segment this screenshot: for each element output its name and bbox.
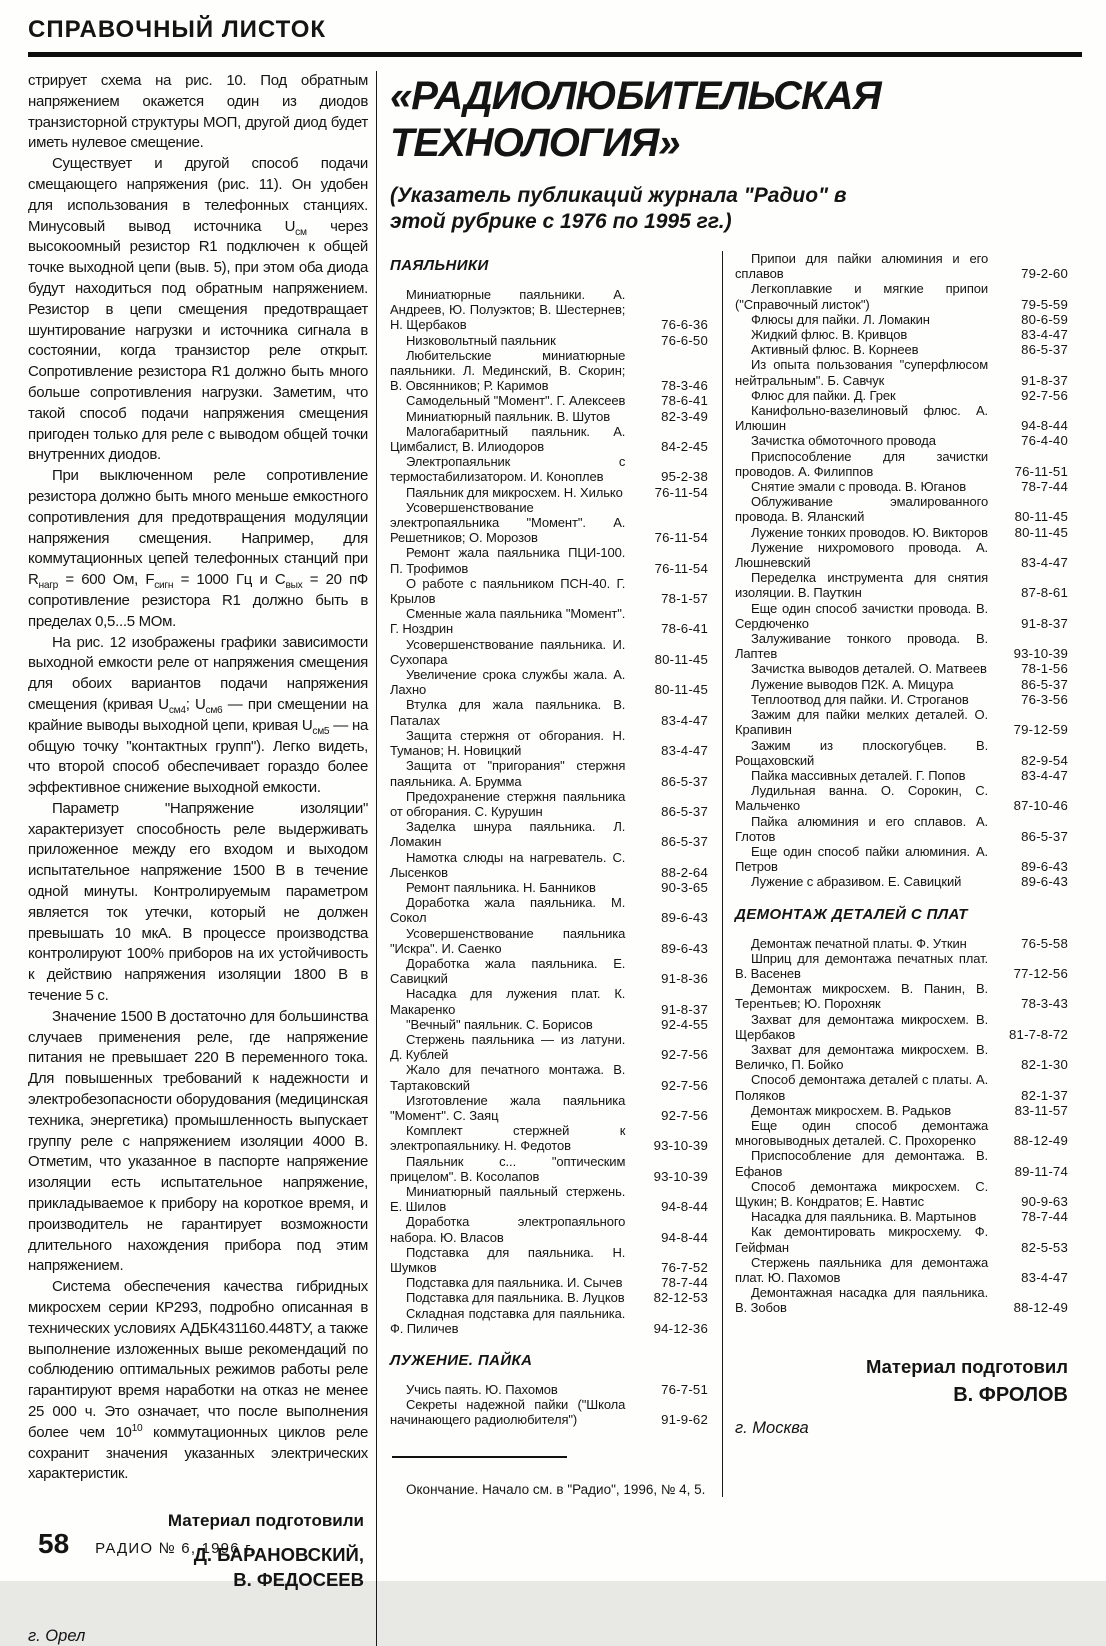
index-column-1 bbox=[390, 251, 722, 1497]
index-entry bbox=[390, 789, 708, 819]
entry-title: Секреты надежной пайки ("Школа начинающего радиолюбителя") bbox=[390, 1397, 626, 1428]
index-entry bbox=[735, 357, 1068, 387]
index-entry bbox=[390, 1093, 708, 1123]
entry-reference: 94-8-44 bbox=[1021, 418, 1068, 434]
index-entry bbox=[390, 637, 708, 667]
entry-title: Залуживание тонкого провода. В. Лаптев bbox=[735, 631, 989, 662]
index-entry bbox=[735, 1285, 1068, 1315]
entry-reference: 78-3-46 bbox=[661, 378, 708, 394]
entry-reference: 86-5-37 bbox=[1021, 828, 1068, 844]
index-entry bbox=[735, 570, 1068, 600]
entry-reference: 93-10-39 bbox=[1013, 646, 1068, 662]
index-entry bbox=[735, 677, 1068, 692]
section-heading: ДЕМОНТАЖ ДЕТАЛЕЙ С ПЛАТ bbox=[735, 905, 968, 923]
page-number: 58 bbox=[38, 1528, 70, 1559]
index-entry bbox=[735, 1118, 1068, 1148]
entry-title: Пайка алюминия и его сплавов. А. Глотов bbox=[735, 813, 989, 844]
entry-title: Демонтажная насадка для паяльника. В. Зобов bbox=[735, 1285, 989, 1316]
entry-reference: 78-7-44 bbox=[1021, 479, 1068, 495]
entry-title: Теплоотвод для пайки. И. Строганов bbox=[751, 691, 969, 707]
index-entry bbox=[735, 1072, 1068, 1102]
index-entry bbox=[735, 1209, 1068, 1224]
entry-reference: 79-12-59 bbox=[1013, 722, 1068, 738]
entry-title: Стержень паяльника — из латуни. Д. Кублей bbox=[390, 1031, 626, 1063]
index-entry bbox=[735, 388, 1068, 403]
index-entry bbox=[390, 850, 708, 880]
index-entry bbox=[735, 844, 1068, 874]
index-entry bbox=[735, 1255, 1068, 1285]
index-entry bbox=[390, 606, 708, 636]
article-byline-name-2: В. ФЕДОСЕЕВ bbox=[233, 1569, 364, 1591]
index-entry bbox=[390, 500, 708, 546]
entry-reference: 91-8-37 bbox=[661, 1001, 708, 1017]
entry-reference: 76-11-54 bbox=[654, 560, 708, 576]
index-entry bbox=[390, 485, 708, 500]
index-entry bbox=[735, 936, 1068, 951]
entry-title: Усовершенствование паяльника "Искра". И. Саенко bbox=[390, 925, 626, 956]
entry-title: Подставка для паяльника. Н. Шумков bbox=[390, 1244, 626, 1275]
page-content bbox=[0, 57, 1106, 1646]
entry-reference: 82-1-37 bbox=[1021, 1087, 1068, 1103]
index-entry bbox=[390, 424, 708, 454]
index-entry bbox=[735, 1042, 1068, 1072]
index-entry bbox=[390, 1245, 708, 1275]
entry-reference: 76-4-40 bbox=[1021, 433, 1068, 449]
entry-title: Еще один способ зачистки провода. В. Сердюченко bbox=[735, 600, 989, 631]
index-column-2-blocks bbox=[735, 251, 1068, 1316]
entry-reference: 94-12-36 bbox=[653, 1320, 708, 1336]
entry-title: Предохранение стержня паяльника от обгорания. С. Курушин bbox=[390, 788, 626, 819]
index-column-1-blocks bbox=[390, 257, 708, 1428]
entry-title: Сменные жала паяльника "Момент". Г. Ноздрин bbox=[390, 606, 626, 637]
entry-title: Ремонт паяльника. Н. Банников bbox=[406, 879, 596, 895]
index-entry bbox=[390, 1123, 708, 1153]
entry-title: Изготовление жала паяльника "Момент". С. Заяц bbox=[390, 1092, 626, 1123]
index-entry bbox=[735, 1012, 1068, 1042]
entry-title: Заделка шнура паяльника. Л. Ломакин bbox=[390, 819, 626, 850]
article-paragraph: На рис. 12 изображены графики зависимости выходной емкости реле от напряжения смещения для обоих вариантов подачи напряжения смещения (кривая $U_{см4}$; $U_{см6}$ — при смещении на крайние выводы выходной цепи, кривая $U_{см5}$ — на общую точку "контактных групп"). Легко видеть, что второй способ обеспечивает гораздо более эффективное снижение выходной емкости. bbox=[28, 633, 368, 797]
index-city: г. Москва bbox=[735, 1418, 809, 1437]
entry-title: Пайка массивных деталей. Г. Попов bbox=[751, 767, 966, 783]
entry-title: Зажим для пайки мелких деталей. О. Крапивин bbox=[735, 707, 989, 738]
page-footer bbox=[38, 1528, 255, 1560]
entry-reference: 83-4-47 bbox=[1021, 767, 1068, 783]
entry-reference: 80-6-59 bbox=[1021, 311, 1068, 327]
index-entry bbox=[390, 393, 708, 408]
entry-title: Как демонтировать микросхему. Ф. Гейфман bbox=[735, 1224, 989, 1255]
article-column bbox=[28, 71, 376, 1646]
rubric-kicker: СПРАВОЧНЫЙ ЛИСТОК bbox=[28, 16, 327, 43]
entry-title: Стержень паяльника для демонтажа плат. Ю. Пахомов bbox=[735, 1254, 989, 1285]
entry-title: Лудильная ванна. О. Сорокин, С. Мальченко bbox=[735, 783, 989, 814]
entry-title: Миниатюрные паяльники. А. Андреев, Ю. Полуэктов; В. Шестернев; Н. Щербаков bbox=[390, 287, 626, 333]
entry-reference: 76-6-36 bbox=[661, 317, 708, 333]
index-title: «РАДИОЛЮБИТЕЛЬСКАЯ ТЕХНОЛОГИЯ» bbox=[390, 74, 881, 165]
article-paragraph: Существует и другой способ подачи смещающего напряжения (рис. 11). Он удобен для использования в телефонных станциях. Минусовый вывод источника $U_{см}$ через высокоомный резистор R1 подключен к общей точке выходной цепи (выв. 5), при этом оба диода будут находиться под обратным напряжением. Резистор в цепи смещения предотвращает шунтирование нагрузки и источника сигнала в состоянии, когда транзистор реле открыт. Сопротивление резистора R1 должно быть много больше сопротивления нагрузки. Заметим, что такой способ подачи напряжения смещения пригоден только для реле с выводом общей точки внутренних диодов. bbox=[28, 155, 368, 464]
entry-reference: 86-5-37 bbox=[661, 773, 708, 789]
entry-reference: 76-5-58 bbox=[1021, 935, 1068, 951]
entry-title: Шприц для демонтажа печатных плат. В. Васенев bbox=[735, 950, 989, 981]
entry-title: Миниатюрный паяльный стержень. Е. Шилов bbox=[390, 1183, 626, 1215]
index-entry bbox=[390, 895, 708, 925]
entry-reference: 82-1-30 bbox=[1021, 1057, 1068, 1073]
entry-title: Жидкий флюс. В. Кривцов bbox=[751, 327, 908, 343]
entry-title: Способ демонтажа микросхем. С. Щукин; В. Кондратов; Е. Навтис bbox=[735, 1178, 989, 1209]
entry-reference: 78-1-56 bbox=[1021, 661, 1068, 677]
entry-title: Приспособление для демонтажа. В. Ефанов bbox=[735, 1148, 989, 1179]
index-entry bbox=[390, 667, 708, 697]
entry-title: Лужение нихромового провода. А. Люшневский bbox=[735, 539, 989, 571]
entry-reference: 94-8-44 bbox=[661, 1229, 708, 1245]
index-entry bbox=[735, 707, 1068, 737]
index-entry bbox=[735, 327, 1068, 342]
entry-reference: 82-12-53 bbox=[653, 1290, 708, 1306]
entry-title: Подставка для паяльника. В. Луцков bbox=[406, 1290, 625, 1306]
index-entry bbox=[735, 403, 1068, 433]
article-city: г. Орел bbox=[28, 1627, 86, 1646]
entry-reference: 76-6-50 bbox=[661, 332, 708, 348]
index-entry bbox=[390, 697, 708, 727]
index-entry bbox=[390, 758, 708, 788]
entry-reference: 78-3-43 bbox=[1021, 996, 1068, 1012]
entry-title: Насадка для лужения плат. К. Макаренко bbox=[390, 986, 626, 1017]
article-paragraphs bbox=[28, 71, 368, 1485]
entry-reference: 81-7-8-72 bbox=[1009, 1026, 1068, 1042]
entry-reference: 89-6-43 bbox=[1021, 874, 1068, 890]
continuation-rule bbox=[392, 1456, 567, 1458]
index-entry bbox=[735, 661, 1068, 676]
entry-reference: 94-8-44 bbox=[661, 1199, 708, 1215]
entry-title: Флюсы для пайки. Л. Ломакин bbox=[751, 311, 930, 327]
index-entry bbox=[390, 1154, 708, 1184]
entry-title: Флюс для пайки. Д. Грек bbox=[751, 387, 896, 403]
entry-title: Зачистка обмоточного провода bbox=[751, 433, 936, 449]
entry-reference: 83-4-47 bbox=[1021, 327, 1068, 343]
index-entry bbox=[735, 449, 1068, 479]
entry-reference: 90-3-65 bbox=[661, 879, 708, 895]
index-entry bbox=[390, 728, 708, 758]
index-columns bbox=[390, 251, 1094, 1497]
entry-reference: 78-7-44 bbox=[1021, 1209, 1068, 1225]
entry-reference: 88-12-49 bbox=[1013, 1133, 1068, 1149]
entry-title: Подставка для паяльника. И. Сычев bbox=[406, 1275, 623, 1291]
entry-reference: 83-4-47 bbox=[1021, 1270, 1068, 1285]
entry-reference: 92-7-56 bbox=[661, 1077, 708, 1093]
entry-title: Переделка инструмента для снятия изоляции. В. Пауткин bbox=[735, 570, 989, 601]
entry-title: Доработка жала паяльника. Е. Савицкий bbox=[390, 955, 626, 987]
entry-reference: 93-10-39 bbox=[653, 1138, 708, 1154]
entry-reference: 89-6-43 bbox=[1021, 859, 1068, 875]
entry-title: Захват для демонтажа микросхем. В. Величко, П. Бойко bbox=[735, 1041, 989, 1073]
entry-reference: 80-11-45 bbox=[1014, 524, 1068, 540]
entry-reference: 83-11-57 bbox=[1014, 1102, 1068, 1118]
entry-reference: 83-4-47 bbox=[661, 743, 708, 759]
index-entry bbox=[390, 287, 708, 333]
entry-reference: 76-3-56 bbox=[1021, 691, 1068, 707]
entry-title: Складная подставка для паяльника. Ф. Пиличев bbox=[390, 1305, 626, 1336]
entry-reference: 83-4-47 bbox=[1021, 555, 1068, 571]
index-entry bbox=[390, 1062, 708, 1092]
index-entry bbox=[390, 819, 708, 849]
index-entry bbox=[390, 986, 708, 1016]
index-entry bbox=[390, 1290, 708, 1305]
index-entry bbox=[735, 631, 1068, 661]
index-entry bbox=[735, 540, 1068, 570]
index-entry bbox=[390, 545, 708, 575]
entry-reference: 82-3-49 bbox=[661, 408, 708, 424]
index-entry bbox=[735, 312, 1068, 327]
index-entry bbox=[735, 494, 1068, 524]
index-section bbox=[377, 71, 1094, 1646]
page-header bbox=[0, 0, 1106, 57]
index-entry bbox=[390, 926, 708, 956]
entry-title: Втулка для жала паяльника. В. Паталах bbox=[390, 697, 626, 728]
entry-title: Увеличение срока службы жала. А. Лахно bbox=[390, 667, 626, 698]
index-entry bbox=[390, 880, 708, 895]
entry-reference: 87-10-46 bbox=[1013, 798, 1068, 814]
entry-reference: 89-6-43 bbox=[661, 940, 708, 956]
entry-reference: 93-10-39 bbox=[653, 1168, 708, 1184]
index-byline-label: Материал подготовил bbox=[865, 1355, 1068, 1377]
index-entry bbox=[735, 479, 1068, 494]
entry-title: Доработка электропаяльного набора. Ю. Власов bbox=[390, 1214, 626, 1245]
entry-title: Еще один способ демонтажа многовыводных деталей. С. Прохоренко bbox=[735, 1117, 989, 1149]
entry-title: Лужение тонких проводов. Ю. Викторов bbox=[751, 524, 988, 540]
index-entry bbox=[735, 874, 1068, 889]
entry-title: Электропаяльник с термостабилизатором. И. Коноплев bbox=[390, 454, 626, 485]
entry-title: Защита стержня от обгорания. Н. Туманов; Н. Новицкий bbox=[390, 727, 626, 759]
index-entry bbox=[735, 251, 1068, 281]
article-paragraph: стрирует схема на рис. 10. Под обратным напряжением окажется один из диодов транзисторной структуры МОП, другой диод будет иметь нулевое смещение. bbox=[28, 72, 368, 152]
entry-reference: 78-6-41 bbox=[661, 393, 708, 409]
entry-reference: 86-5-37 bbox=[1021, 676, 1068, 692]
entry-title: Паяльник с... "оптическим прицелом". В. Косолапов bbox=[390, 1153, 626, 1184]
entry-reference: 86-5-37 bbox=[1021, 342, 1068, 358]
entry-reference: 92-7-56 bbox=[1021, 387, 1068, 403]
index-entry bbox=[735, 433, 1068, 448]
article-paragraph: Система обеспечения качества гибридных микросхем серии КР293, подробно описанная в технических условиях АДБК431160.448ТУ, а также выполнение изложенных выше рекомендаций по соблюдению оптимальных режимов работы реле гарантируют время наработки на отказ не менее 25 000 ч. Это означает, что после выполнения более чем $10^{10}$ коммутационных циклов реле сохранит значения указанных электрических характеристик. bbox=[28, 1278, 368, 1483]
continuation-note: Окончание. Начало см. в "Радио", 1996, № 4, 5. bbox=[406, 1481, 706, 1497]
index-entry bbox=[735, 1148, 1068, 1178]
entry-reference: 91-8-37 bbox=[1021, 615, 1068, 631]
index-entry bbox=[390, 1017, 708, 1032]
index-column-2 bbox=[723, 251, 1094, 1497]
entry-title: Из опыта пользования "суперфлюсом нейтральным". Б. Савчук bbox=[735, 357, 989, 388]
entry-reference: 87-8-61 bbox=[1021, 585, 1068, 601]
entry-reference: 91-9-62 bbox=[661, 1412, 708, 1428]
entry-title: Демонтаж печатной платы. Ф. Уткин bbox=[751, 935, 967, 951]
entry-reference: 90-9-63 bbox=[1021, 1193, 1068, 1209]
article-paragraph: При выключенном реле сопротивление резистора должно быть много меньше емкостного сопротивления для предотвращения модуляции напряжения смещения. Например, для коммутационных цепей телефонных станций при $R_{нагр} = 600$ Ом, $F_{сигн} = 1000$ Гц и $С_{вых} = 20$ пФ сопротивление резистора R1 должно быть в пределах 0,5...5 МОм. bbox=[28, 467, 368, 630]
entry-reference: 76-7-51 bbox=[661, 1382, 708, 1398]
index-entry bbox=[735, 1224, 1068, 1254]
index-entry bbox=[390, 576, 708, 606]
entry-title: "Вечный" паяльник. С. Борисов bbox=[406, 1016, 593, 1032]
entry-title: Самодельный "Момент". Г. Алексеев bbox=[406, 393, 626, 409]
section-heading: ПАЯЛЬНИКИ bbox=[390, 257, 489, 274]
entry-title: Лужение выводов П2К. А. Мицура bbox=[751, 676, 954, 692]
entry-reference: 91-8-36 bbox=[661, 971, 708, 987]
index-byline-name: В. ФРОЛОВ bbox=[953, 1383, 1068, 1406]
entry-title: Еще один способ пайки алюминия. А. Петров bbox=[735, 843, 989, 875]
entry-title: Снятие эмали с провода. В. Юганов bbox=[751, 479, 967, 495]
entry-reference: 77-12-56 bbox=[1013, 965, 1068, 981]
index-entry bbox=[390, 1184, 708, 1214]
entry-title: Демонтаж микросхем. В. Панин, В. Терентьев; Ю. Порохняк bbox=[735, 981, 989, 1012]
entry-title: Защита от "пригорания" стержня паяльника. А. Брумма bbox=[390, 758, 626, 789]
index-entry bbox=[735, 692, 1068, 707]
entry-reference: 86-5-37 bbox=[661, 834, 708, 850]
entry-title: Насадка для паяльника. В. Мартынов bbox=[751, 1209, 977, 1225]
entry-reference: 95-2-38 bbox=[661, 469, 708, 485]
index-entry bbox=[735, 281, 1068, 311]
entry-title: Малогабаритный паяльник. А. Цимбалист, В. Илиодоров bbox=[390, 423, 626, 455]
entry-reference: 78-7-44 bbox=[661, 1275, 708, 1291]
entry-reference: 76-11-54 bbox=[654, 484, 708, 500]
entry-reference: 76-7-52 bbox=[661, 1260, 708, 1275]
entry-title: Ремонт жала паяльника ПЦИ-100. П. Трофимов bbox=[390, 545, 626, 576]
index-entry bbox=[390, 1214, 708, 1244]
index-entry bbox=[735, 1103, 1068, 1118]
entry-title: Миниатюрный паяльник. В. Шутов bbox=[406, 408, 611, 424]
entry-reference: 84-2-45 bbox=[661, 439, 708, 455]
article-byline-label: Материал подготовили bbox=[167, 1511, 364, 1531]
index-entry bbox=[390, 1032, 708, 1062]
entry-reference: 83-4-47 bbox=[661, 712, 708, 728]
entry-title: Усовершенствование паяльника. И. Сухопара bbox=[390, 636, 626, 667]
entry-title: Комплект стержней к электропаяльнику. Н. Федотов bbox=[390, 1123, 626, 1154]
entry-title: Демонтаж микросхем. В. Радьков bbox=[751, 1102, 952, 1118]
index-entry bbox=[390, 348, 708, 394]
entry-title: Усовершенствование электропаяльника "Момент". А. Решетников; О. Морозов bbox=[390, 499, 626, 546]
entry-title: Приспособление для зачистки проводов. А. Филиппов bbox=[735, 448, 989, 479]
entry-reference: 92-4-55 bbox=[661, 1016, 708, 1032]
entry-title: Паяльник для микросхем. Н. Хилько bbox=[406, 484, 623, 500]
entry-title: Способ демонтажа деталей с платы. А. Поляков bbox=[735, 1072, 989, 1103]
entry-reference: 79-5-59 bbox=[1021, 296, 1068, 312]
entry-reference: 82-5-53 bbox=[1021, 1239, 1068, 1255]
index-entry bbox=[735, 783, 1068, 813]
entry-title: Захват для демонтажа микросхем. В. Щербаков bbox=[735, 1011, 989, 1042]
section-heading: ЛУЖЕНИЕ. ПАЙКА bbox=[390, 1352, 533, 1370]
entry-title: Припои для пайки алюминия и его сплавов bbox=[735, 251, 989, 282]
index-entry bbox=[735, 768, 1068, 783]
entry-title: Зажим из плоскогубцев. В. Рощаховский bbox=[735, 737, 989, 768]
entry-reference: 89-6-43 bbox=[661, 910, 708, 926]
entry-reference: 78-1-57 bbox=[661, 591, 708, 607]
entry-title: Облуживание эмалированного провода. В. Яланский bbox=[735, 494, 989, 525]
entry-title: Легкоплавкие и мягкие припои ("Справочный листок") bbox=[735, 281, 989, 312]
entry-reference: 89-11-74 bbox=[1014, 1163, 1068, 1179]
article-paragraph: Значение 1500 В достаточно для большинства случаев применения реле, где напряжение питания не превышает 220 В переменного тока. Для повышенных требований к надежности и электробезопасности оборудования (медицинская техника, энергетика) промышленность выпускает группу реле с напряжением изоляции 4000 В. Отметим, что указанное в паспорте напряжение изоляции есть испытательное напряжение, прикладываемое к прибору на короткое время, и производитель не гарантирует возможности длительного нахождения прибора под этим напряжением. bbox=[28, 1007, 368, 1275]
entry-reference: 86-5-37 bbox=[661, 803, 708, 819]
entry-reference: 76-11-51 bbox=[1014, 463, 1068, 479]
index-entry bbox=[735, 1179, 1068, 1209]
entry-reference: 80-11-45 bbox=[1014, 509, 1068, 525]
entry-reference: 92-7-56 bbox=[661, 1107, 708, 1123]
index-entry bbox=[735, 342, 1068, 357]
entry-title: Жало для печатного монтажа. В. Тартаковский bbox=[390, 1062, 626, 1093]
entry-reference: 88-12-49 bbox=[1013, 1300, 1068, 1316]
entry-reference: 78-6-41 bbox=[661, 621, 708, 637]
entry-title: О работе с паяльником ПСН-40. Г. Крылов bbox=[390, 575, 626, 607]
index-entry bbox=[390, 409, 708, 424]
entry-reference: 76-11-54 bbox=[654, 530, 708, 546]
entry-title: Любительские миниатюрные паяльники. Л. Мединский, В. Скорин; В. Овсянников; Р. Каримов bbox=[390, 347, 626, 394]
entry-title: Низковольтный паяльник bbox=[406, 332, 556, 348]
entry-reference: 88-2-64 bbox=[661, 864, 708, 880]
entry-reference: 91-8-37 bbox=[1021, 372, 1068, 388]
index-entry bbox=[735, 951, 1068, 981]
index-entry bbox=[735, 525, 1068, 540]
entry-title: Лужение с абразивом. Е. Савицкий bbox=[751, 874, 962, 890]
index-entry bbox=[390, 956, 708, 986]
index-entry bbox=[390, 1306, 708, 1336]
article-byline-name-1: Д. БАРАНОВСКИЙ, bbox=[193, 1544, 364, 1566]
index-entry bbox=[390, 333, 708, 348]
entry-reference: 79-2-60 bbox=[1021, 266, 1068, 282]
article-paragraph: Параметр "Напряжение изоляции" характеризует способность реле выдерживать приложенное между его входом и выходом испытательное напряжение 1500 В в течение одной минуты. Контролируемым параметром является ток утечки, который не должен превышать 10 мкА. В процессе производства контролируют 100% приборов на их устойчивость к действию напряжения изоляции 1800 В в течение 5 с. bbox=[28, 799, 368, 1005]
index-entry bbox=[735, 814, 1068, 844]
index-entry bbox=[390, 1382, 708, 1397]
index-entry bbox=[735, 738, 1068, 768]
entry-title: Зачистка выводов деталей. О. Матвеев bbox=[751, 661, 987, 677]
index-entry bbox=[390, 1397, 708, 1427]
entry-reference: 80-11-45 bbox=[654, 651, 708, 667]
index-entry bbox=[735, 601, 1068, 631]
entry-title: Активный флюс. В. Корнеев bbox=[751, 342, 919, 358]
index-entry bbox=[390, 454, 708, 484]
index-entry bbox=[735, 981, 1068, 1011]
entry-reference: 82-9-54 bbox=[1021, 752, 1068, 768]
index-subtitle: (Указатель публикаций журнала "Радио" в этой рубрике с 1976 по 1995 гг.) bbox=[390, 184, 847, 233]
entry-reference: 92-7-56 bbox=[661, 1047, 708, 1063]
entry-title: Доработка жала паяльника. М. Сокол bbox=[390, 895, 626, 926]
issue-label: РАДИО № 6, 1996 г. bbox=[95, 1540, 256, 1557]
entry-title: Намотка слюды на нагреватель. С. Лысенков bbox=[390, 849, 626, 880]
entry-title: Канифольно-вазелиновый флюс. А. Илюшин bbox=[735, 403, 989, 434]
entry-reference: 80-11-45 bbox=[654, 682, 708, 698]
entry-title: Учись паять. Ю. Пахомов bbox=[406, 1382, 558, 1398]
index-entry bbox=[390, 1275, 708, 1290]
